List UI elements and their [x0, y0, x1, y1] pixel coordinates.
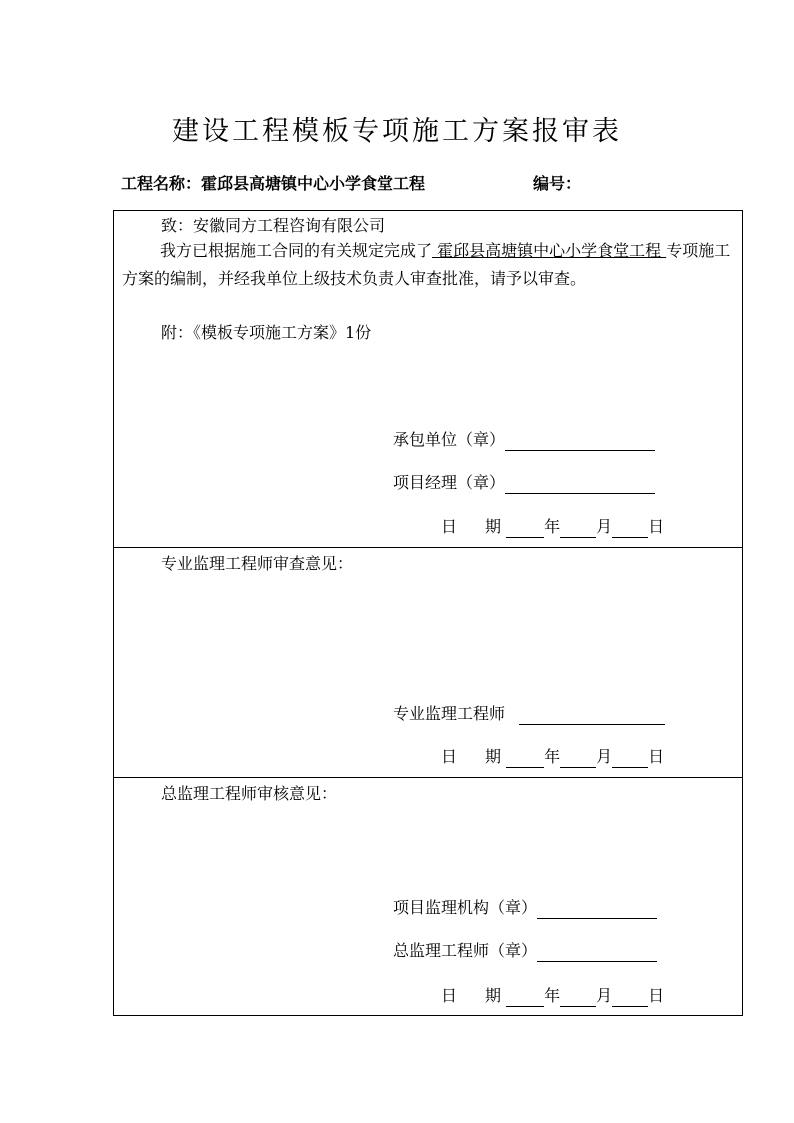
specialist-engineer-signature-line[interactable] [519, 707, 665, 725]
date-row [441, 985, 664, 1007]
project-label: 工程名称： [121, 174, 202, 193]
chief-engineer-signature-line[interactable] [537, 944, 657, 962]
day-label: 日 [648, 747, 665, 766]
month-blank[interactable] [560, 520, 596, 538]
month-label: 月 [596, 747, 613, 766]
agency-label: 项目监理机构（章） [393, 898, 538, 917]
day-blank[interactable] [612, 520, 648, 538]
contractor-row [393, 429, 655, 451]
project-name: 霍邱县高塘镇中心小学食堂工程 [201, 174, 426, 193]
contractor-label: 承包单位（章） [393, 430, 506, 449]
date-label-ri: 日 [441, 517, 458, 536]
year-label: 年 [544, 517, 561, 536]
date-label-ri: 日 [441, 747, 458, 766]
body-project-name-a: 霍邱县高塘镇中心小学食堂工 [432, 241, 646, 260]
date-label-qi: 期 [485, 517, 502, 536]
year-label: 年 [544, 747, 561, 766]
date-row [441, 746, 664, 768]
manager-label: 项目经理（章） [393, 473, 506, 492]
addressee: 致：安徽同方工程咨询有限公司 [161, 216, 386, 235]
body-text-1: 我方已根据施工合同的有关规定完成了 [160, 241, 433, 260]
body-text-2: 专项施工方案的编制，并经我单位上级技术负责人审查批准，请予以审查。 [122, 241, 731, 288]
chief-engineer-label: 总监理工程师（章） [393, 941, 538, 960]
approval-form-table [113, 210, 743, 1016]
contractor-signature-line[interactable] [505, 433, 655, 451]
project-name-row [121, 171, 425, 194]
date-label-qi: 期 [485, 986, 502, 1005]
submission-paragraph [122, 237, 734, 293]
date-label-ri: 日 [441, 986, 458, 1005]
month-label: 月 [596, 517, 613, 536]
year-blank[interactable] [506, 520, 544, 538]
month-label: 月 [596, 986, 613, 1005]
day-label: 日 [648, 517, 665, 536]
body-project-name-b: 程 [645, 241, 667, 260]
year-blank[interactable] [506, 989, 544, 1007]
section-divider [114, 547, 742, 548]
month-blank[interactable] [560, 750, 596, 768]
month-blank[interactable] [560, 989, 596, 1007]
form-title: 建设工程模板专项施工方案报审表 [172, 116, 622, 147]
specialist-review-heading: 专业监理工程师审查意见： [161, 554, 354, 573]
agency-signature-line[interactable] [537, 901, 657, 919]
chief-engineer-row [393, 940, 657, 962]
day-blank[interactable] [612, 989, 648, 1007]
year-blank[interactable] [506, 750, 544, 768]
manager-signature-line[interactable] [505, 476, 655, 494]
agency-row [393, 897, 657, 919]
date-row [441, 516, 664, 538]
date-label-qi: 期 [485, 747, 502, 766]
chief-review-heading: 总监理工程师审核意见： [161, 784, 338, 803]
specialist-engineer-label: 专业监理工程师 [393, 704, 506, 723]
manager-row [393, 472, 655, 494]
specialist-engineer-row [393, 703, 665, 725]
attachment-note: 附：《模板专项施工方案》1份 [161, 323, 372, 342]
section-divider [114, 777, 742, 778]
number-label: 编号： [533, 174, 582, 193]
day-label: 日 [648, 986, 665, 1005]
day-blank[interactable] [612, 750, 648, 768]
year-label: 年 [544, 986, 561, 1005]
